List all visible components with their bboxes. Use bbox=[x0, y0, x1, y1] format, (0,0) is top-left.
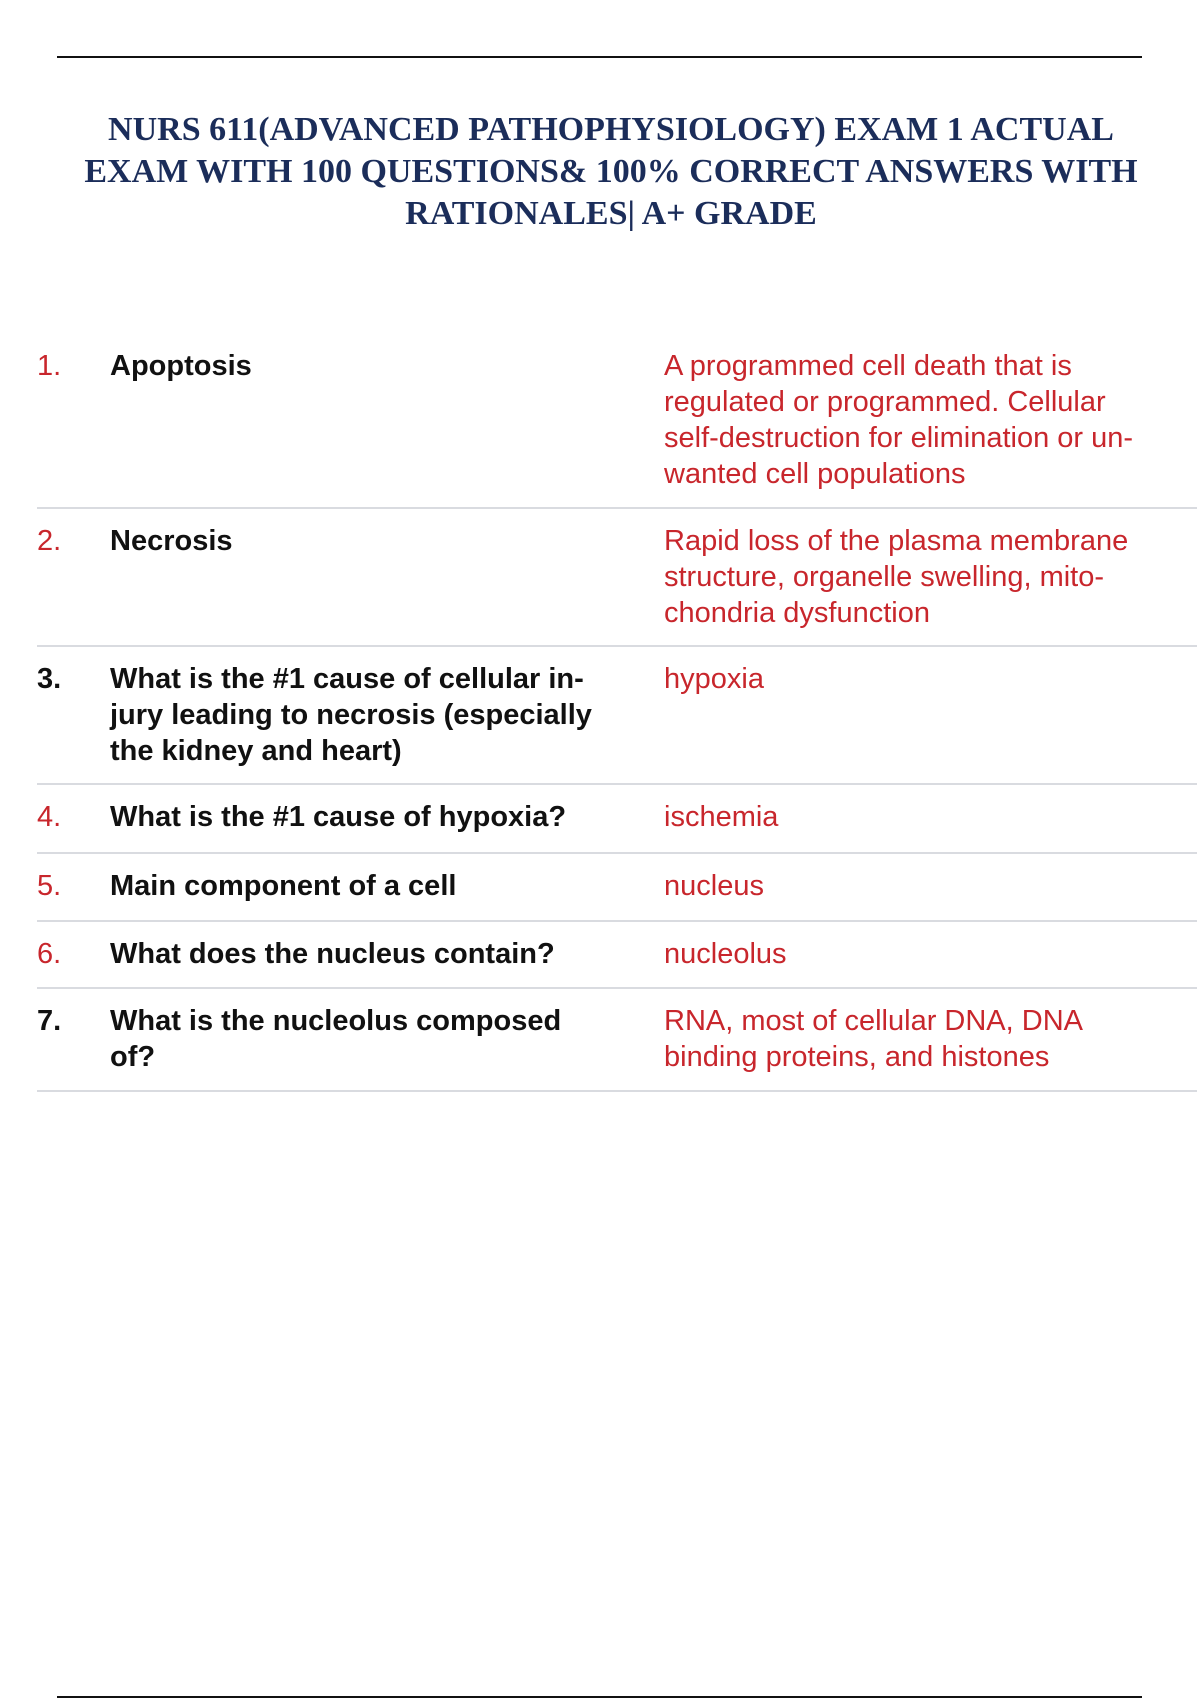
qa-row-3 bbox=[37, 647, 1197, 785]
item-number: 4. bbox=[37, 801, 62, 833]
item-question bbox=[110, 661, 664, 765]
item-number: 2. bbox=[37, 525, 62, 557]
item-number: 1. bbox=[37, 350, 62, 382]
title-line: NURS 611(ADVANCED PATHOPHYSIOLOGY) EXAM 1 ACTUAL bbox=[108, 111, 1114, 148]
item-number: 7. bbox=[37, 1005, 62, 1037]
top-rule bbox=[57, 56, 1142, 58]
answer-line: wanted cell populations bbox=[664, 458, 966, 490]
item-answer bbox=[664, 348, 1197, 489]
answer-line: self-destruction for elimination or un- bbox=[664, 422, 1134, 454]
qa-row-2 bbox=[37, 509, 1197, 647]
qa-row-5 bbox=[37, 854, 1197, 922]
answer-line: ischemia bbox=[664, 801, 779, 833]
title-line: EXAM WITH 100 QUESTIONS& 100% CORRECT ANSWERS WITH bbox=[84, 153, 1138, 190]
question-line: What is the #1 cause of cellular in- bbox=[110, 663, 584, 695]
item-number: 3. bbox=[37, 663, 62, 695]
item-question bbox=[110, 1003, 664, 1072]
question-line: the kidney and heart) bbox=[110, 735, 402, 767]
item-question bbox=[110, 523, 664, 627]
item-answer bbox=[664, 661, 1197, 765]
item-number: 5. bbox=[37, 870, 62, 902]
document-title bbox=[36, 109, 1186, 235]
question-line: jury leading to necrosis (especially bbox=[110, 699, 592, 731]
item-answer bbox=[664, 1003, 1197, 1072]
question-line: Apoptosis bbox=[110, 350, 252, 382]
answer-line: A programmed cell death that is bbox=[664, 350, 1072, 382]
question-line: What does the nucleus contain? bbox=[110, 938, 555, 970]
item-question bbox=[110, 799, 664, 834]
answer-line: chondria dysfunction bbox=[664, 597, 930, 629]
qa-table bbox=[37, 334, 1197, 1092]
qa-row-4 bbox=[37, 785, 1197, 854]
answer-line: structure, organelle swelling, mito- bbox=[664, 561, 1105, 593]
qa-row-6 bbox=[37, 922, 1197, 989]
answer-line: hypoxia bbox=[664, 663, 764, 695]
answer-line: RNA, most of cellular DNA, DNA bbox=[664, 1005, 1083, 1037]
question-line: What is the #1 cause of hypoxia? bbox=[110, 801, 567, 833]
qa-row-7 bbox=[37, 989, 1197, 1092]
item-question bbox=[110, 868, 664, 902]
question-line: What is the nucleolus composed bbox=[110, 1005, 562, 1037]
item-answer bbox=[664, 799, 1197, 834]
qa-row-1 bbox=[37, 334, 1197, 509]
item-number: 6. bbox=[37, 938, 62, 970]
title-line: RATIONALES| A+ GRADE bbox=[405, 195, 817, 232]
answer-line: nucleolus bbox=[664, 938, 787, 970]
question-line: of? bbox=[110, 1041, 156, 1073]
question-line: Necrosis bbox=[110, 525, 233, 557]
item-answer bbox=[664, 523, 1197, 627]
item-question bbox=[110, 348, 664, 489]
bottom-rule bbox=[57, 1696, 1142, 1698]
answer-line: Rapid loss of the plasma membrane bbox=[664, 525, 1129, 557]
item-question bbox=[110, 936, 664, 969]
item-answer bbox=[664, 868, 1197, 902]
answer-line: nucleus bbox=[664, 870, 764, 902]
answer-line: binding proteins, and histones bbox=[664, 1041, 1050, 1073]
question-line: Main component of a cell bbox=[110, 870, 457, 902]
item-answer bbox=[664, 936, 1197, 969]
answer-line: regulated or programmed. Cellular bbox=[664, 386, 1106, 418]
